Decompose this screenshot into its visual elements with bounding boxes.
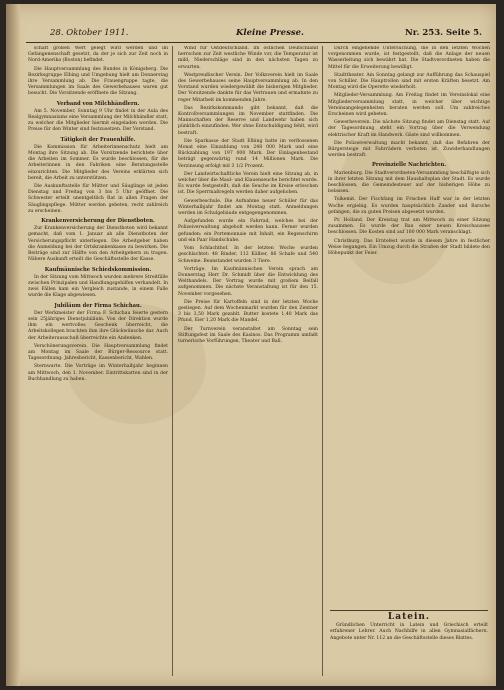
article-paragraph: Die Hauptversammlung des Bundes in Königsberg. Die Bezirksgruppe Elbing und Umgebung hielt am Donnerstag ihre Versammlung ab. Die Frauengruppe tagte, die Versammlungen im Saale des Gewerbehauses waren gut besucht. Die Vorsitzende eröffnete die Sitzung. — [28, 66, 168, 97]
article-paragraph: Wind für Ostdeutschland. Im östlichen Deutschland herrschen zur Zeit westliche Winde vor, die Temperatur ist mild, Niederschläge sind in den nächsten Tagen zu erwarten. — [178, 46, 318, 70]
article-paragraph: Am 5. November, Sonntag 9 Uhr findet in der Aula des Realgymnasiums eine Versammlung der Milchhändler statt, zu welcher die Mitglieder hiermit eingeladen werden. Die Preise für den Winter sind festzusetzen. Der Vorstand. — [28, 108, 168, 133]
article-paragraph: Christburg. Das Erntefest wurde in diesem Jahre in festlicher Weise begangen. Ein Umzug durch die Straßen der Stadt bildete den Höhepunkt der Feier. — [328, 238, 490, 257]
article-paragraph: Mitglieder-Versammlung. Am Freitag findet im Vereinslokal eine Mitgliederversammlung statt, in welcher über wichtige Vereinsangelegenheiten beraten werden soll. Um zahlreiches Erscheinen wird gebeten. — [328, 93, 490, 118]
article-paragraph: Der Werkmeister der Firma F. Schichau feierte gestern sein 25jähriges Dienstjubiläum. Von der Direktion wurde ihm ein wertvolles Geschenk überreicht, die Arbeitskollegen brachten ihm ihre Glückwünsche dar. Auch der Arbeiterausschuß überreichte ein Andenken. — [28, 310, 168, 341]
article-paragraph: Marienburg. Die Stadtverordneten-Versammlung beschäftigte sich in ihrer letzten Sitzung mit dem Haushaltsplan der Stadt. Es wurde beschlossen, die Gemeindesteuer auf der bisherigen Höhe zu belassen. — [328, 170, 490, 195]
article-heading: Provinzielle Nachrichten. — [371, 162, 447, 169]
article-heading: Verband von Milchhändlern. — [56, 100, 140, 107]
article-paragraph: Die Kommission für Arbeiterinnenschutz hielt am Montag ihre Sitzung ab. Die Vorsitzende berichtete über die Arbeiten im Sommer. Es wurde beschlossen, für die Arbeiterinnen in den Fabriken eine Beratungsstelle einzurichten. Die Mitglieder des Vereins erklärten sich bereit, die Arbeit zu unterstützen. — [28, 144, 168, 181]
article-paragraph: Das Bezirkskommando gibt bekannt, daß die Kontrollversammlungen im November stattfinden. Die Mannschaften der Reserve und Landwehr haben sich pünktlich einzufinden. Wer ohne Entschuldigung fehlt, wird bestraft. — [178, 105, 318, 136]
notice-text: Gründlichen Unterricht in Latein und Griechisch erteilt erfahrener Lehrer. Auch Nachhilfe in allen Gymnasialfächern. Angebote unter Nr. 112 an die Geschäftsstelle dieses Blattes. — [330, 623, 488, 641]
article-paragraph: Zur Krankenversicherung der Dienstboten wird bekannt gemacht, daß vom 1. Januar ab alle Dienstboten der Versicherungspflicht unterliegen. Die Arbeitgeber haben die Anmeldung bei der Ortskrankenkasse zu bewirken. Die Beiträge sind zur Hälfte von den Arbeitgebern zu tragen. Nähere Auskunft erteilt die Geschäftsstelle der Kasse. — [28, 226, 168, 263]
notice-latein — [330, 610, 488, 683]
article-paragraph: Die Auskunftsstelle für Mütter und Säuglinge ist jeden Dienstag und Freitag von 3 bis 5 Uhr geöffnet. Die Schwester erteilt unentgeltlich Rat in allen Fragen der Säuglingspflege. Mütter werden gebeten, recht zahlreich zu erscheinen. — [28, 184, 168, 214]
article-paragraph: Tolkemit. Der Fischfang im Frischen Haff war in der letzten Woche ergiebig. Es wurden hauptsächlich Zander und Barsche gefangen, die zu guten Preisen abgesetzt wurden. — [328, 197, 490, 215]
article-paragraph: Westpreußischer Verein. Der Volksverein hielt im Saale des Gewerbehauses seine Hauptversammlung ab. In den Vorstand wurden wiedergewählt die bisherigen Mitglieder. Der Vorsitzende dankte für das Vertrauen und ermahnte zu reger Mitarbeit im kommenden Jahre. — [178, 72, 318, 103]
header-paper-title: Kleine Presse. — [236, 28, 305, 38]
page-header — [26, 28, 488, 42]
article-heading: Tätigkeit der Frauenhilfe. — [60, 136, 136, 143]
notice-title: Latein. — [387, 612, 431, 622]
article-heading: Jubiläum der Firma Schichau. — [54, 302, 142, 309]
article-paragraph: Verschönerungsverein. Die Hauptversammlung findet am Montag im Saale der Bürger-Ressource statt. Tagesordnung: Jahresbericht, Kassenbericht, Wahlen. — [28, 343, 168, 362]
article-paragraph: Pr. Holland. Der Kreistag trat am Mittwoch zu einer Sitzung zusammen. Es wurde der Bau einer neuen Kreischaussee beschlossen. Die Kosten sind auf 180 000 Mark veranschlagt. — [328, 218, 490, 236]
column-separator — [172, 46, 173, 676]
article-paragraph: Aufgefunden wurde ein Fahrrad, welches bei der Polizeiverwaltung abgeholt werden kann. Ferner wurden gefunden: ein Portemonnaie mit Inhalt, ein Regenschirm und ein Paar Handschuhe. — [178, 219, 318, 243]
header-rule — [26, 42, 490, 43]
article-paragraph: Gewerbeverein. Die nächste Sitzung findet am Dienstag statt. Auf der Tagesordnung steht ein Vortrag über die Verwendung elektrischer Kraft im Handwerk. Gäste sind willkommen. — [328, 120, 490, 138]
article-paragraph: Stadttheater. Am Sonntag gelangt zur Aufführung das Schauspiel von Schiller. Die Hauptrollen sind mit ersten Kräften besetzt. Am Montag wird die Operette wiederholt. — [328, 72, 490, 91]
article-paragraph: Der Landwirtschaftliche Verein hielt eine Sitzung ab, in welcher über die Maul- und Klauenseuche berichtet wurde. Es wurde festgestellt, daß die Seuche im Kreise erloschen ist. Die Sperrmaßregeln werden daher aufgehoben. — [178, 171, 318, 196]
column-right — [328, 46, 490, 596]
article-paragraph: Die Polizeiverwaltung macht bekannt, daß das Befahren der Bürgersteige mit Fahrrädern verboten ist. Zuwiderhandlungen werden bestraft. — [328, 140, 490, 159]
page-binding — [6, 4, 20, 686]
article-paragraph: Durch eingehende Untersuchung, die in den letzten Wochen vorgenommen wurde, ist festgestellt, daß die Anlage der neuen Wasserleitung sich bewährt hat. Die Stadtverordneten haben die Mittel für die Erweiterung bewilligt. — [328, 46, 490, 70]
article-paragraph: Vorträge. Im Kaufmännischen Verein sprach am Donnerstag Herr Dr. Schmidt über die Entwicklung des Welthandels. Der Vortrag wurde mit großem Beifall aufgenommen. Die nächste Veranstaltung ist für den 15. November vorgesehen. — [178, 266, 318, 297]
newspaper-page — [6, 4, 496, 686]
article-paragraph: Der Turnverein veranstaltet am Sonntag sein Stiftungsfest im Saale des Kasinos. Das Programm umfaßt turnerische Vorführungen, Theater und Ball. — [178, 326, 318, 344]
header-date: 28. Oktober 1911. — [50, 28, 129, 38]
header-issue-page: Nr. 253. Seite 5. — [405, 28, 482, 38]
article-paragraph: Die Sparkasse der Stadt Elbing hatte im verflossenen Monat eine Einzahlung von 248 000 Mark und eine Rückzahlung von 197 000 Mark. Der Einlagenbestand beträgt gegenwärtig rund 14 Millionen Mark. Die Verzinsung erfolgt mit 3 1/2 Prozent. — [178, 138, 318, 169]
article-heading: Kaufmännische Schiedskommission. — [44, 266, 152, 273]
column-separator — [322, 46, 323, 676]
article-paragraph: Sternwarte. Die Vorträge im Winterhalbjahr beginnen am Mittwoch, den 1. November. Eintrittskarten sind in der Buchhandlung zu haben. — [28, 364, 168, 382]
article-paragraph: Gewerbeschule. Die Aufnahme neuer Schüler für das Winterhalbjahr findet am Montag statt. Anmeldungen werden im Schulgebäude entgegengenommen. — [178, 198, 318, 217]
article-heading: Krankenversicherung der Dienstboten. — [41, 218, 155, 225]
column-middle — [178, 46, 318, 680]
column-left — [28, 46, 168, 680]
article-paragraph: Die Preise für Kartoffeln sind in der letzten Woche gestiegen. Auf dem Wochenmarkt wurden für den Zentner 3 bis 3,50 Mark gezahlt. Butter kostete 1,40 Mark das Pfund, Eier 1,20 Mark die Mandel. — [178, 299, 318, 324]
article-paragraph: Vom Schlachthof. In der letzten Woche wurden geschlachtet: 48 Rinder, 112 Kälber, 86 Schafe und 540 Schweine. Beanstandet wurden 3 Tiere. — [178, 246, 318, 264]
article-paragraph: schaft großen Wert gelegt wird werden und im Gefangenenschaft gesetzt, da der je sich zur Zeit noch in Nord-Amerika (Boston) befindet. — [28, 46, 168, 64]
article-paragraph: In der Sitzung vom Mittwoch wurden mehrere Streitfälle zwischen Prinzipalen und Handlungsgehilfen verhandelt. In zwei Fällen kam ein Vergleich zustande, in einem Falle wurde die Klage abgewiesen. — [28, 274, 168, 299]
